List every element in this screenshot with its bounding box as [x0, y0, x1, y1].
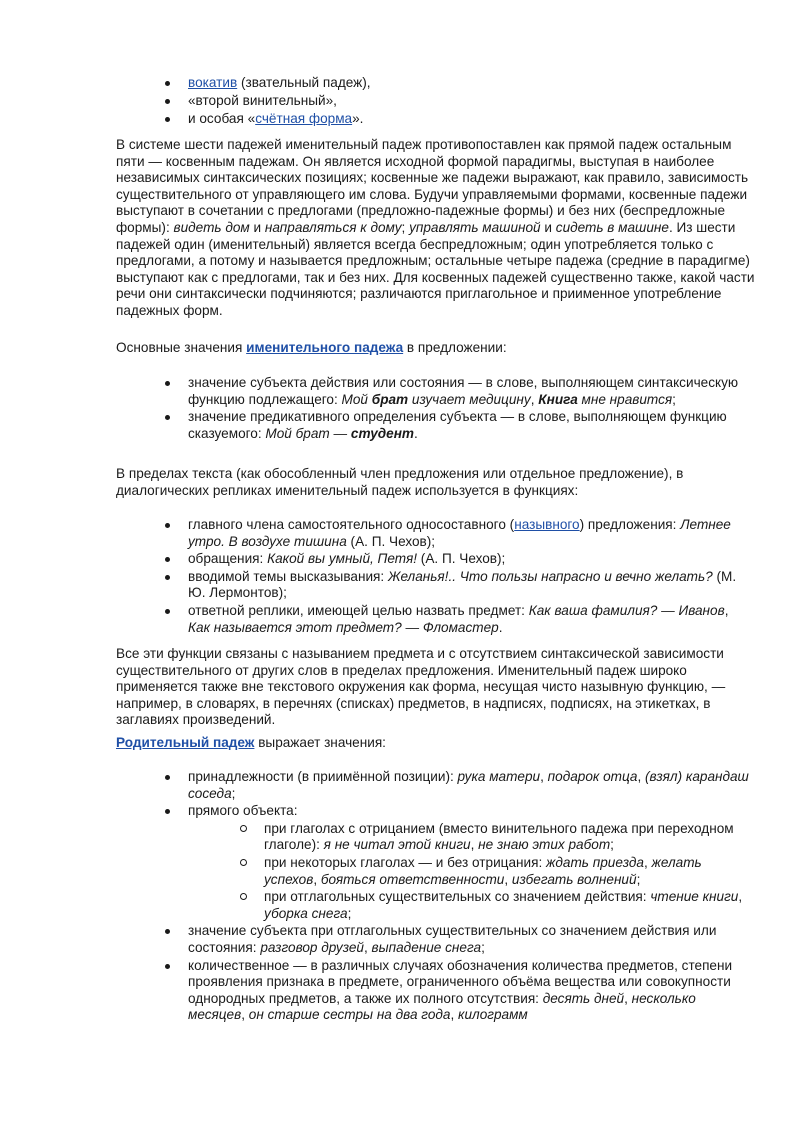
- list-item: количественное — в различных случаях обозначения количества предметов, степени проявления признака в предмете, ограниченного объёма вещества или совокупности однородных предметов, а также их полного отсутствия: десять дней, несколько месяцев, он старше сестры на два года, килограмм: [164, 958, 754, 1024]
- genitive-meanings-list: [164, 769, 754, 1025]
- sub-list-item: при некоторых глаголах — и без отрицания: ждать приезда, желать успехов, бояться ответственности, избегать волнений;: [240, 855, 754, 888]
- sub-list-item: при глаголах с отрицанием (вместо винительного падежа при переходном глаголе): я не читал этой книги, не знаю этих работ;: [240, 821, 754, 854]
- list-item: прямого объекта: при глаголах с отрицанием (вместо винительного падежа при переходном глаголе): я не читал этой книги, не знаю этих работ; при некоторых глаголах — и без отрицания: ждать приезда, желать успехов, бояться ответственности, избегать волнений; при отглагольных существительных со значением действия: чтение книги, уборка снега;: [164, 803, 754, 922]
- list-item: обращения: Какой вы умный, Петя! (А. П. Чехов);: [164, 551, 754, 568]
- paragraph-nominative-intro: Основные значения именительного падежа в предложении:: [116, 340, 507, 355]
- list-item: принадлежности (в приимённой позиции): рука матери, подарок отца, (взял) карандаш соседа;: [164, 769, 754, 802]
- list-item: главного члена самостоятельного односоставного (назывного) предложения: Летнее утро. В воздухе тишина (А. П. Чехов);: [164, 517, 754, 550]
- list-item: ответной реплики, имеющей целью назвать предмет: Как ваша фамилия? — Иванов, Как называется этот предмет? — Фломастер.: [164, 603, 754, 636]
- paragraph-text-functions: В пределах текста (как обособленный член предложения или отдельное предложение), в диалогических репликах именительный падеж используется в функциях:: [116, 466, 684, 498]
- list-item: значение предикативного определения субъекта — в слове, выполняющем функцию сказуемого: Мой брат — студент.: [164, 409, 754, 442]
- list-item: вводимой темы высказывания: Желанья!.. Что пользы напрасно и вечно желать? (М. Ю. Лермонтов);: [164, 569, 754, 602]
- list-item: «второй винительный»,: [164, 93, 371, 111]
- count-form-link[interactable]: счётная форма: [255, 111, 353, 126]
- vocative-link[interactable]: вокатив: [188, 75, 238, 90]
- genitive-case-link[interactable]: Родительный падеж: [116, 735, 255, 750]
- case-list-continued: [164, 75, 371, 129]
- paragraph-case-system: В системе шести падежей именительный падеж противопоставлен как прямой падеж остальным пяти — косвенным падежам. Он является исходной формой парадигмы, выступая в наиболее независимых синтаксических позициях; косвенные же падежи выражают, как правило, зависимость существительного от управляющего им слова. Будучи управляемыми формами, косвенные падежи выступают в сочетании с предлогами (предложно-падежные формы) и без них (беспредложные формы): видеть дом и направляться к дому; управлять машиной и сидеть в машине. Из шести падежей один (именительный) является всегда беспредложным; один употребляется только с предлогами, а потому и называется предложным; остальные четыре падежа (средние в парадигме) выступают как с предлогами, так и без них. Для косвенных падежей существенно также, какой части речи они синтаксически подчиняются; различаются приглагольное и приименное употребление падежных форм.: [116, 137, 755, 318]
- paragraph-genitive-intro: Родительный падеж выражает значения:: [116, 735, 386, 750]
- list-item: вокатив (звательный падеж),: [164, 75, 371, 93]
- sub-list-item: при отглагольных существительных со значением действия: чтение книги, уборка снега;: [240, 889, 754, 922]
- list-item: значение субъекта при отглагольных существительных со значением действия или состояния: разговор друзей, выпадение снега;: [164, 923, 754, 956]
- list-item: и особая «счётная форма».: [164, 111, 371, 129]
- nominal-sentence-link[interactable]: назывного: [514, 517, 580, 532]
- list-item: значение субъекта действия или состояния — в слове, выполняющем синтаксическую функцию подлежащего: Мой брат изучает медицину, Книга мне нравится;: [164, 375, 754, 408]
- paragraph-naming-function: Все эти функции связаны с называнием предмета и с отсутствием синтаксической зависимости существительного от других слов в пределах предложения. Именительный падеж широко применяется также вне текстового окружения как форма, несущая чисто назывную функцию, — например, в словарях, в перечнях (списках) предметов, в надписях, подписях, на этикетках, в заглавиях произведений.: [116, 646, 726, 728]
- nominative-case-link[interactable]: именительного падежа: [246, 340, 404, 355]
- nominative-meanings-list: [164, 375, 754, 443]
- direct-object-sublist: [188, 821, 754, 923]
- nominative-functions-list: [164, 517, 754, 637]
